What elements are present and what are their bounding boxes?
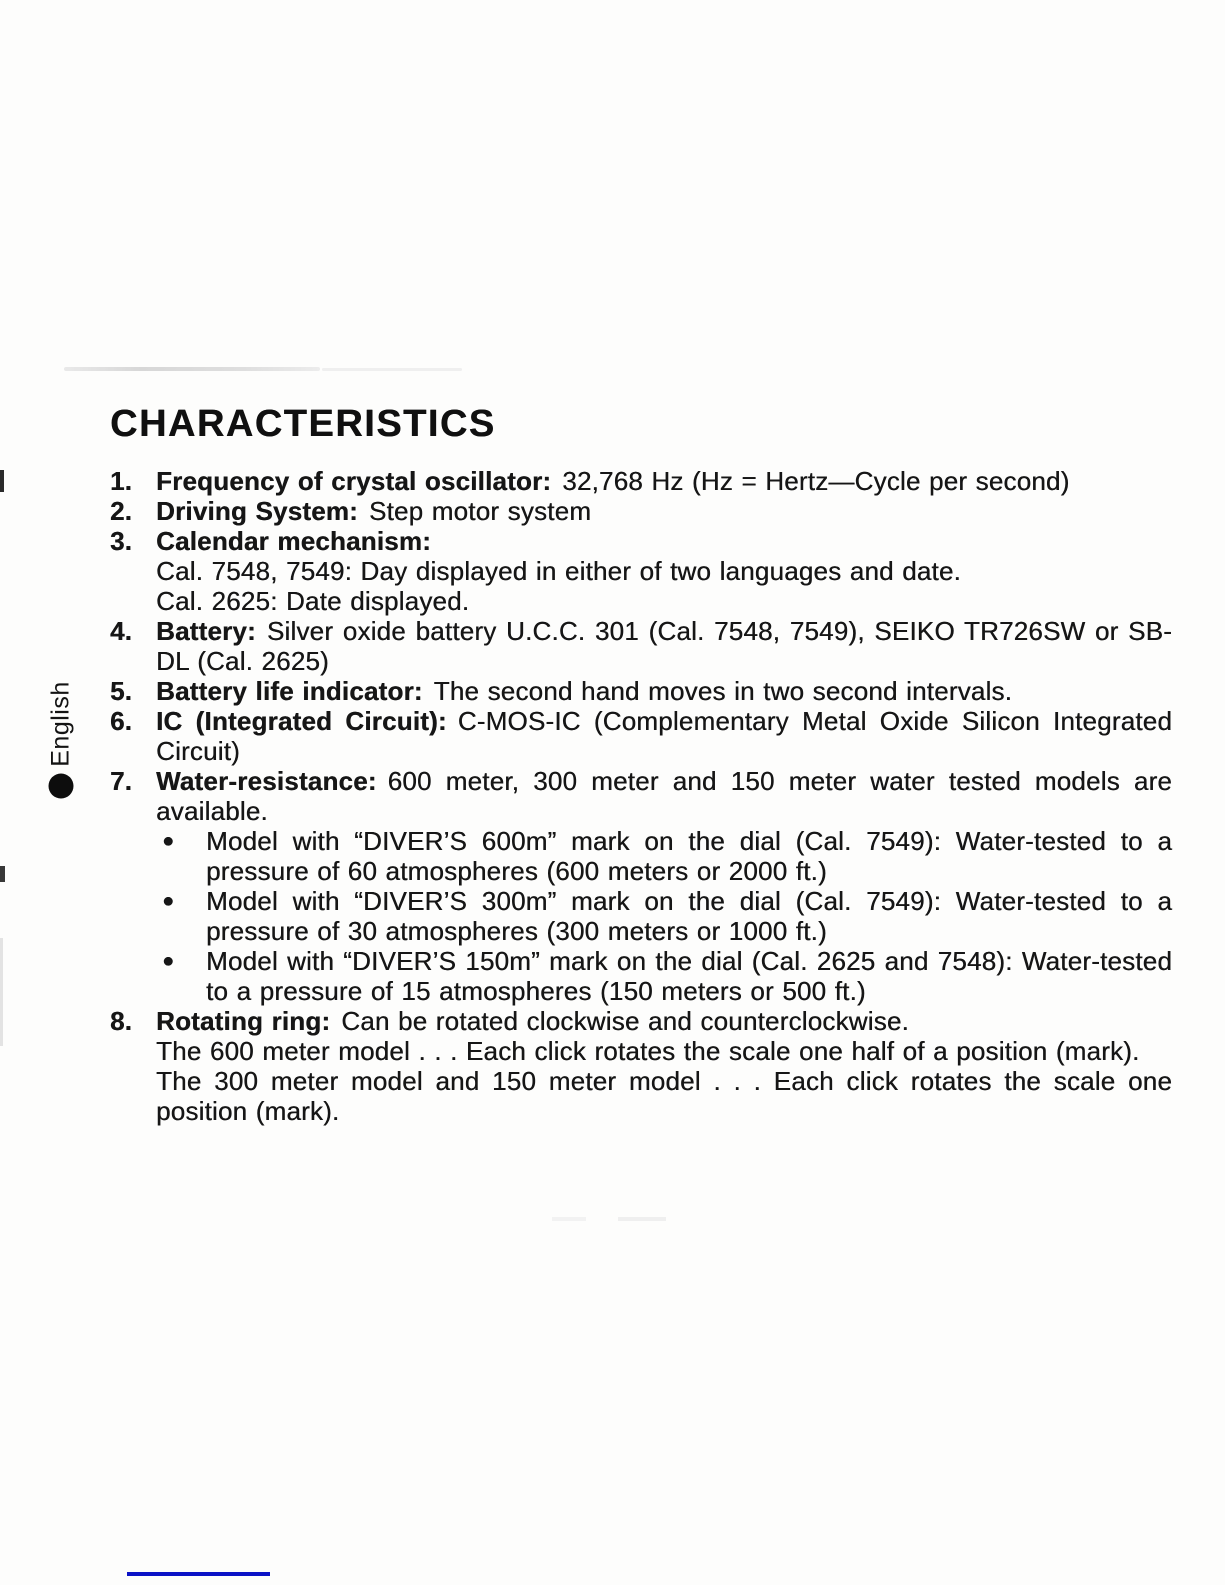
item-body [156, 766, 1172, 1006]
item-paragraph [156, 1006, 1172, 1036]
item-label: Driving System: [156, 496, 358, 526]
item-paragraph [156, 526, 1172, 556]
item-paragraph: The 300 meter model and 150 meter model . . . Each click rotates the scale one position (mark). [156, 1066, 1172, 1126]
item-paragraph: The 600 meter model . . . Each click rotates the scale one half of a position (mark). [156, 1036, 1140, 1066]
item-number: 4. [110, 616, 133, 646]
scan-smudge-faint [552, 1217, 586, 1221]
item-paragraph [156, 466, 1172, 496]
item-paragraph [156, 616, 1172, 676]
bullet-icon: ● [162, 950, 175, 972]
list-item [110, 1006, 1172, 1126]
bottom-blue-underline [127, 1572, 270, 1576]
item-text: The second hand moves in two second intervals. [433, 676, 1013, 706]
item-body [156, 526, 1172, 616]
item-paragraph [156, 496, 1172, 526]
item-subline: Cal. 2625: Date displayed. [156, 586, 470, 616]
item-text: Can be rotated clockwise and counterclockwise. [341, 1006, 909, 1036]
bullet-list-item [156, 946, 1172, 1006]
item-number: 5. [110, 676, 133, 706]
scan-smudge-line-tail [322, 368, 462, 371]
item-number: 8. [110, 1006, 133, 1036]
item-text: Step motor system [368, 496, 592, 526]
item-label: Rotating ring: [156, 1006, 331, 1036]
list-item [110, 676, 1172, 706]
document-content [110, 403, 1172, 1126]
item-body [156, 616, 1172, 676]
characteristics-list [110, 466, 1172, 1126]
item-paragraph [156, 766, 1172, 826]
item-number: 3. [110, 526, 133, 556]
item-label: Calendar mechanism: [156, 526, 432, 556]
list-item [110, 766, 1172, 1006]
bullet-text: Model with “DIVER’S 300m” mark on the dial (Cal. 7549): Water-tested to a pressure of 30 atmospheres (300 meters or 1000 ft.) [206, 886, 1172, 946]
filled-circle-icon [48, 774, 73, 799]
bullet-text: Model with “DIVER’S 150m” mark on the dial (Cal. 2625 and 7548): Water-tested to a pressure of 15 atmospheres (150 meters or 500 ft.) [206, 946, 1172, 1006]
item-body [156, 1006, 1172, 1126]
item-text: 600 meter, 300 meter and 150 meter water tested models are available. [156, 766, 1172, 826]
item-label: IC (Integrated Circuit): [156, 706, 447, 736]
item-paragraph [156, 676, 1172, 706]
item-label: Battery life indicator: [156, 676, 423, 706]
bullet-list-item [156, 826, 1172, 886]
scan-smudge-line [64, 367, 320, 371]
bullet-list-item [156, 886, 1172, 946]
bullet-icon: ● [162, 830, 175, 852]
list-item [110, 496, 1172, 526]
item-label: Water-resistance: [156, 766, 377, 796]
item-body [156, 706, 1172, 766]
item-number: 6. [110, 706, 133, 736]
item-subline: Cal. 7548, 7549: Day displayed in either of two languages and date. [156, 556, 961, 586]
item-text: Silver oxide battery U.C.C. 301 (Cal. 7548, 7549), SEIKO TR726SW or SB-DL (Cal. 2625) [156, 616, 1172, 676]
section-title: CHARACTERISTICS [110, 403, 496, 445]
item-body [156, 496, 1172, 526]
item-number: 7. [110, 766, 133, 796]
scan-edge-tick [0, 866, 5, 882]
item-label: Frequency of crystal oscillator: [156, 466, 552, 496]
list-item [110, 526, 1172, 616]
item-body [156, 466, 1172, 496]
list-item [110, 466, 1172, 496]
item-text: C-MOS-IC (Complementary Metal Oxide Silicon Integrated Circuit) [156, 706, 1172, 766]
item-label: Battery: [156, 616, 256, 646]
scan-edge-gray-line [0, 938, 3, 1046]
item-number: 1. [110, 466, 133, 496]
list-item [110, 616, 1172, 676]
item-text: 32,768 Hz (Hz = Hertz—Cycle per second) [562, 466, 1070, 496]
language-sidebar-label [46, 675, 76, 806]
scan-smudge-faint [618, 1217, 666, 1221]
item-number: 2. [110, 496, 133, 526]
item-body [156, 676, 1172, 706]
item-paragraph [156, 706, 1172, 766]
bullet-icon: ● [162, 890, 175, 912]
language-label-text: English [46, 681, 74, 767]
list-item [110, 706, 1172, 766]
bullet-text: Model with “DIVER’S 600m” mark on the dial (Cal. 7549): Water-tested to a pressure of 60 atmospheres (600 meters or 2000 ft.) [206, 826, 1172, 886]
scan-edge-tick [0, 470, 4, 492]
